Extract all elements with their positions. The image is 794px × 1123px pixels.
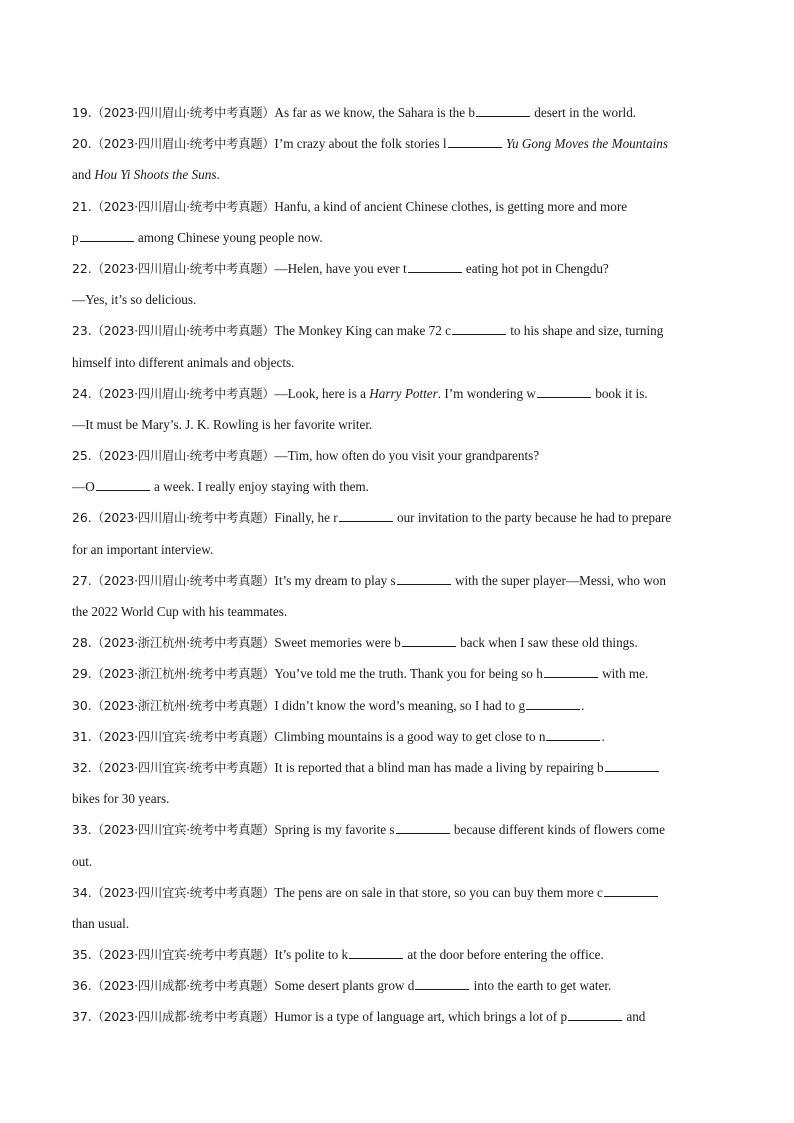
question-text: Humor is a type of language art, which brings a lot of p xyxy=(274,1009,568,1025)
question-number: 22. xyxy=(72,260,92,276)
answer-blank[interactable] xyxy=(402,634,456,647)
question-text: . xyxy=(216,167,220,183)
question-number: 36. xyxy=(72,978,92,994)
question-number: 23. xyxy=(72,323,92,339)
question-source: （2023·四川成都·统考中考真题） xyxy=(91,978,275,994)
question-text: book it is. xyxy=(591,385,648,401)
question-line xyxy=(72,97,722,128)
question-text: and xyxy=(72,167,95,183)
question-number: 24. xyxy=(72,385,92,401)
question-text: back when I saw these old things. xyxy=(456,635,638,651)
book-title: Harry Potter xyxy=(369,385,438,401)
question-text: with the super player—Messi, who won xyxy=(451,572,666,588)
question-text: —Look, here is a xyxy=(274,385,370,401)
question-number: 37. xyxy=(72,1009,92,1025)
question-continuation-line xyxy=(72,783,722,814)
question-text: the 2022 World Cup with his teammates. xyxy=(72,604,288,619)
question-text: out. xyxy=(72,853,93,869)
question-continuation-line xyxy=(72,596,722,627)
question-line xyxy=(72,627,722,658)
answer-blank[interactable] xyxy=(408,260,462,273)
question-continuation-line xyxy=(72,534,722,565)
question-line xyxy=(72,378,722,409)
question-line xyxy=(72,814,722,845)
question-number: 25. xyxy=(72,448,92,464)
answer-blank[interactable] xyxy=(544,665,598,678)
question-source: （2023·四川眉山·统考中考真题） xyxy=(91,136,275,152)
question-number: 34. xyxy=(72,884,92,900)
question-text: among Chinese young people now. xyxy=(134,229,323,245)
question-source: （2023·四川眉山·统考中考真题） xyxy=(91,105,275,120)
question-continuation-line xyxy=(72,222,722,253)
book-title: Yu Gong Moves the Mountains xyxy=(505,136,668,152)
answer-blank[interactable] xyxy=(349,946,403,959)
question-text: for an important interview. xyxy=(72,541,214,557)
question-text: Some desert plants grow d xyxy=(274,978,415,994)
question-line xyxy=(72,191,722,222)
question-text: —Helen, have you ever t xyxy=(274,260,407,276)
question-text: —It must be Mary’s. J. K. Rowling is her favorite writer. xyxy=(72,416,373,432)
question-source: （2023·四川眉山·统考中考真题） xyxy=(91,323,275,339)
answer-blank[interactable] xyxy=(96,478,150,491)
question-text: . xyxy=(601,728,605,744)
question-continuation-line xyxy=(72,159,722,190)
question-number: 19. xyxy=(72,105,92,120)
answer-blank[interactable] xyxy=(396,821,450,834)
question-line xyxy=(72,658,722,689)
question-source: （2023·四川眉山·统考中考真题） xyxy=(91,448,275,464)
question-text: . I’m wondering w xyxy=(437,385,536,401)
question-line xyxy=(72,690,722,721)
answer-blank[interactable] xyxy=(339,509,393,522)
question-text: Hanfu, a kind of ancient Chinese clothes, is getting more and more xyxy=(274,198,628,214)
question-text: our invitation to the party because he had to prepare xyxy=(393,510,672,526)
question-source: （2023·四川眉山·统考中考真题） xyxy=(91,572,275,588)
question-line xyxy=(72,1001,722,1032)
question-text: because different kinds of flowers come xyxy=(450,822,665,838)
question-line xyxy=(72,128,722,159)
question-text: into the earth to get water. xyxy=(470,978,612,994)
question-text: —O xyxy=(72,479,95,495)
question-text: to his shape and size, turning xyxy=(506,323,664,339)
answer-blank[interactable] xyxy=(604,884,658,897)
question-source: （2023·四川宜宾·统考中考真题） xyxy=(91,728,275,744)
answer-blank[interactable] xyxy=(415,977,469,990)
question-line xyxy=(72,253,722,284)
question-number: 30. xyxy=(72,697,92,713)
question-number: 32. xyxy=(72,759,92,775)
question-source: （2023·四川眉山·统考中考真题） xyxy=(91,260,275,276)
question-number: 21. xyxy=(72,198,92,214)
question-text: p xyxy=(72,229,79,245)
question-line xyxy=(72,440,722,471)
exercise-page xyxy=(72,97,722,1033)
question-line xyxy=(72,721,722,752)
book-title: Hou Yi Shoots the Suns xyxy=(94,167,217,183)
question-line xyxy=(72,315,722,346)
question-continuation-line xyxy=(72,471,722,502)
question-text: Climbing mountains is a good way to get close to n xyxy=(274,728,546,744)
answer-blank[interactable] xyxy=(568,1008,622,1021)
question-text: The pens are on sale in that store, so you can buy them more c xyxy=(274,884,603,900)
question-continuation-line xyxy=(72,347,722,378)
question-text: As far as we know, the Sahara is the b xyxy=(274,105,475,120)
question-text: You’ve told me the truth. Thank you for being so h xyxy=(274,666,543,682)
question-line xyxy=(72,502,722,533)
question-line xyxy=(72,970,722,1001)
answer-blank[interactable] xyxy=(476,104,530,117)
question-number: 27. xyxy=(72,572,92,588)
question-source: （2023·四川宜宾·统考中考真题） xyxy=(91,759,275,775)
question-source: （2023·四川成都·统考中考真题） xyxy=(91,1009,275,1025)
question-text: with me. xyxy=(598,666,649,682)
question-text: It’s polite to k xyxy=(274,947,349,963)
question-source: （2023·四川眉山·统考中考真题） xyxy=(91,385,275,401)
question-text: —Yes, it’s so delicious. xyxy=(72,292,197,308)
question-source: （2023·四川宜宾·统考中考真题） xyxy=(91,884,275,900)
answer-blank[interactable] xyxy=(452,322,506,335)
question-number: 31. xyxy=(72,728,92,744)
question-text: Spring is my favorite s xyxy=(274,822,395,838)
question-continuation-line xyxy=(72,846,722,877)
question-number: 35. xyxy=(72,947,92,963)
question-line xyxy=(72,877,722,908)
question-text: Sweet memories were b xyxy=(274,635,401,651)
question-text: himself into different animals and objects. xyxy=(72,354,295,370)
question-continuation-line xyxy=(72,908,722,939)
answer-blank[interactable] xyxy=(80,229,134,242)
question-text: It is reported that a blind man has made a living by repairing b xyxy=(274,759,604,775)
question-continuation-line xyxy=(72,284,722,315)
question-source: （2023·四川眉山·统考中考真题） xyxy=(91,198,275,214)
question-source: （2023·浙江杭州·统考中考真题） xyxy=(91,666,275,682)
question-line xyxy=(72,752,722,783)
question-line xyxy=(72,565,722,596)
question-text: eating hot pot in Chengdu? xyxy=(462,260,609,276)
question-continuation-line xyxy=(72,409,722,440)
answer-blank[interactable] xyxy=(605,759,659,772)
question-source: （2023·浙江杭州·统考中考真题） xyxy=(91,697,275,713)
question-text: a week. I really enjoy staying with them. xyxy=(150,479,369,495)
question-source: （2023·四川眉山·统考中考真题） xyxy=(91,510,275,526)
question-text: —Tim, how often do you visit your grandparents? xyxy=(274,448,540,464)
question-text: and xyxy=(623,1009,646,1025)
question-text: It’s my dream to play s xyxy=(274,572,396,588)
question-number: 29. xyxy=(72,666,92,682)
answer-blank[interactable] xyxy=(448,135,502,148)
question-text: Finally, he r xyxy=(274,510,338,526)
question-source: （2023·四川宜宾·统考中考真题） xyxy=(91,822,275,838)
question-number: 26. xyxy=(72,510,92,526)
answer-blank[interactable] xyxy=(537,385,591,398)
question-text: The Monkey King can make 72 c xyxy=(274,323,451,339)
question-text: I didn’t know the word’s meaning, so I had to g xyxy=(274,697,526,713)
question-text: I’m crazy about the folk stories l xyxy=(274,136,447,152)
question-line xyxy=(72,939,722,970)
question-number: 20. xyxy=(72,136,92,152)
answer-blank[interactable] xyxy=(546,728,600,741)
question-text: than usual. xyxy=(72,915,130,931)
question-source: （2023·浙江杭州·统考中考真题） xyxy=(91,635,275,651)
question-text: bikes for 30 years. xyxy=(72,791,170,807)
question-text: desert in the world. xyxy=(530,105,637,120)
question-source: （2023·四川宜宾·统考中考真题） xyxy=(91,947,275,963)
question-text: . xyxy=(581,697,585,713)
question-text: at the door before entering the office. xyxy=(404,947,604,963)
question-number: 28. xyxy=(72,635,92,651)
answer-blank[interactable] xyxy=(526,697,580,710)
answer-blank[interactable] xyxy=(397,572,451,585)
question-number: 33. xyxy=(72,822,92,838)
